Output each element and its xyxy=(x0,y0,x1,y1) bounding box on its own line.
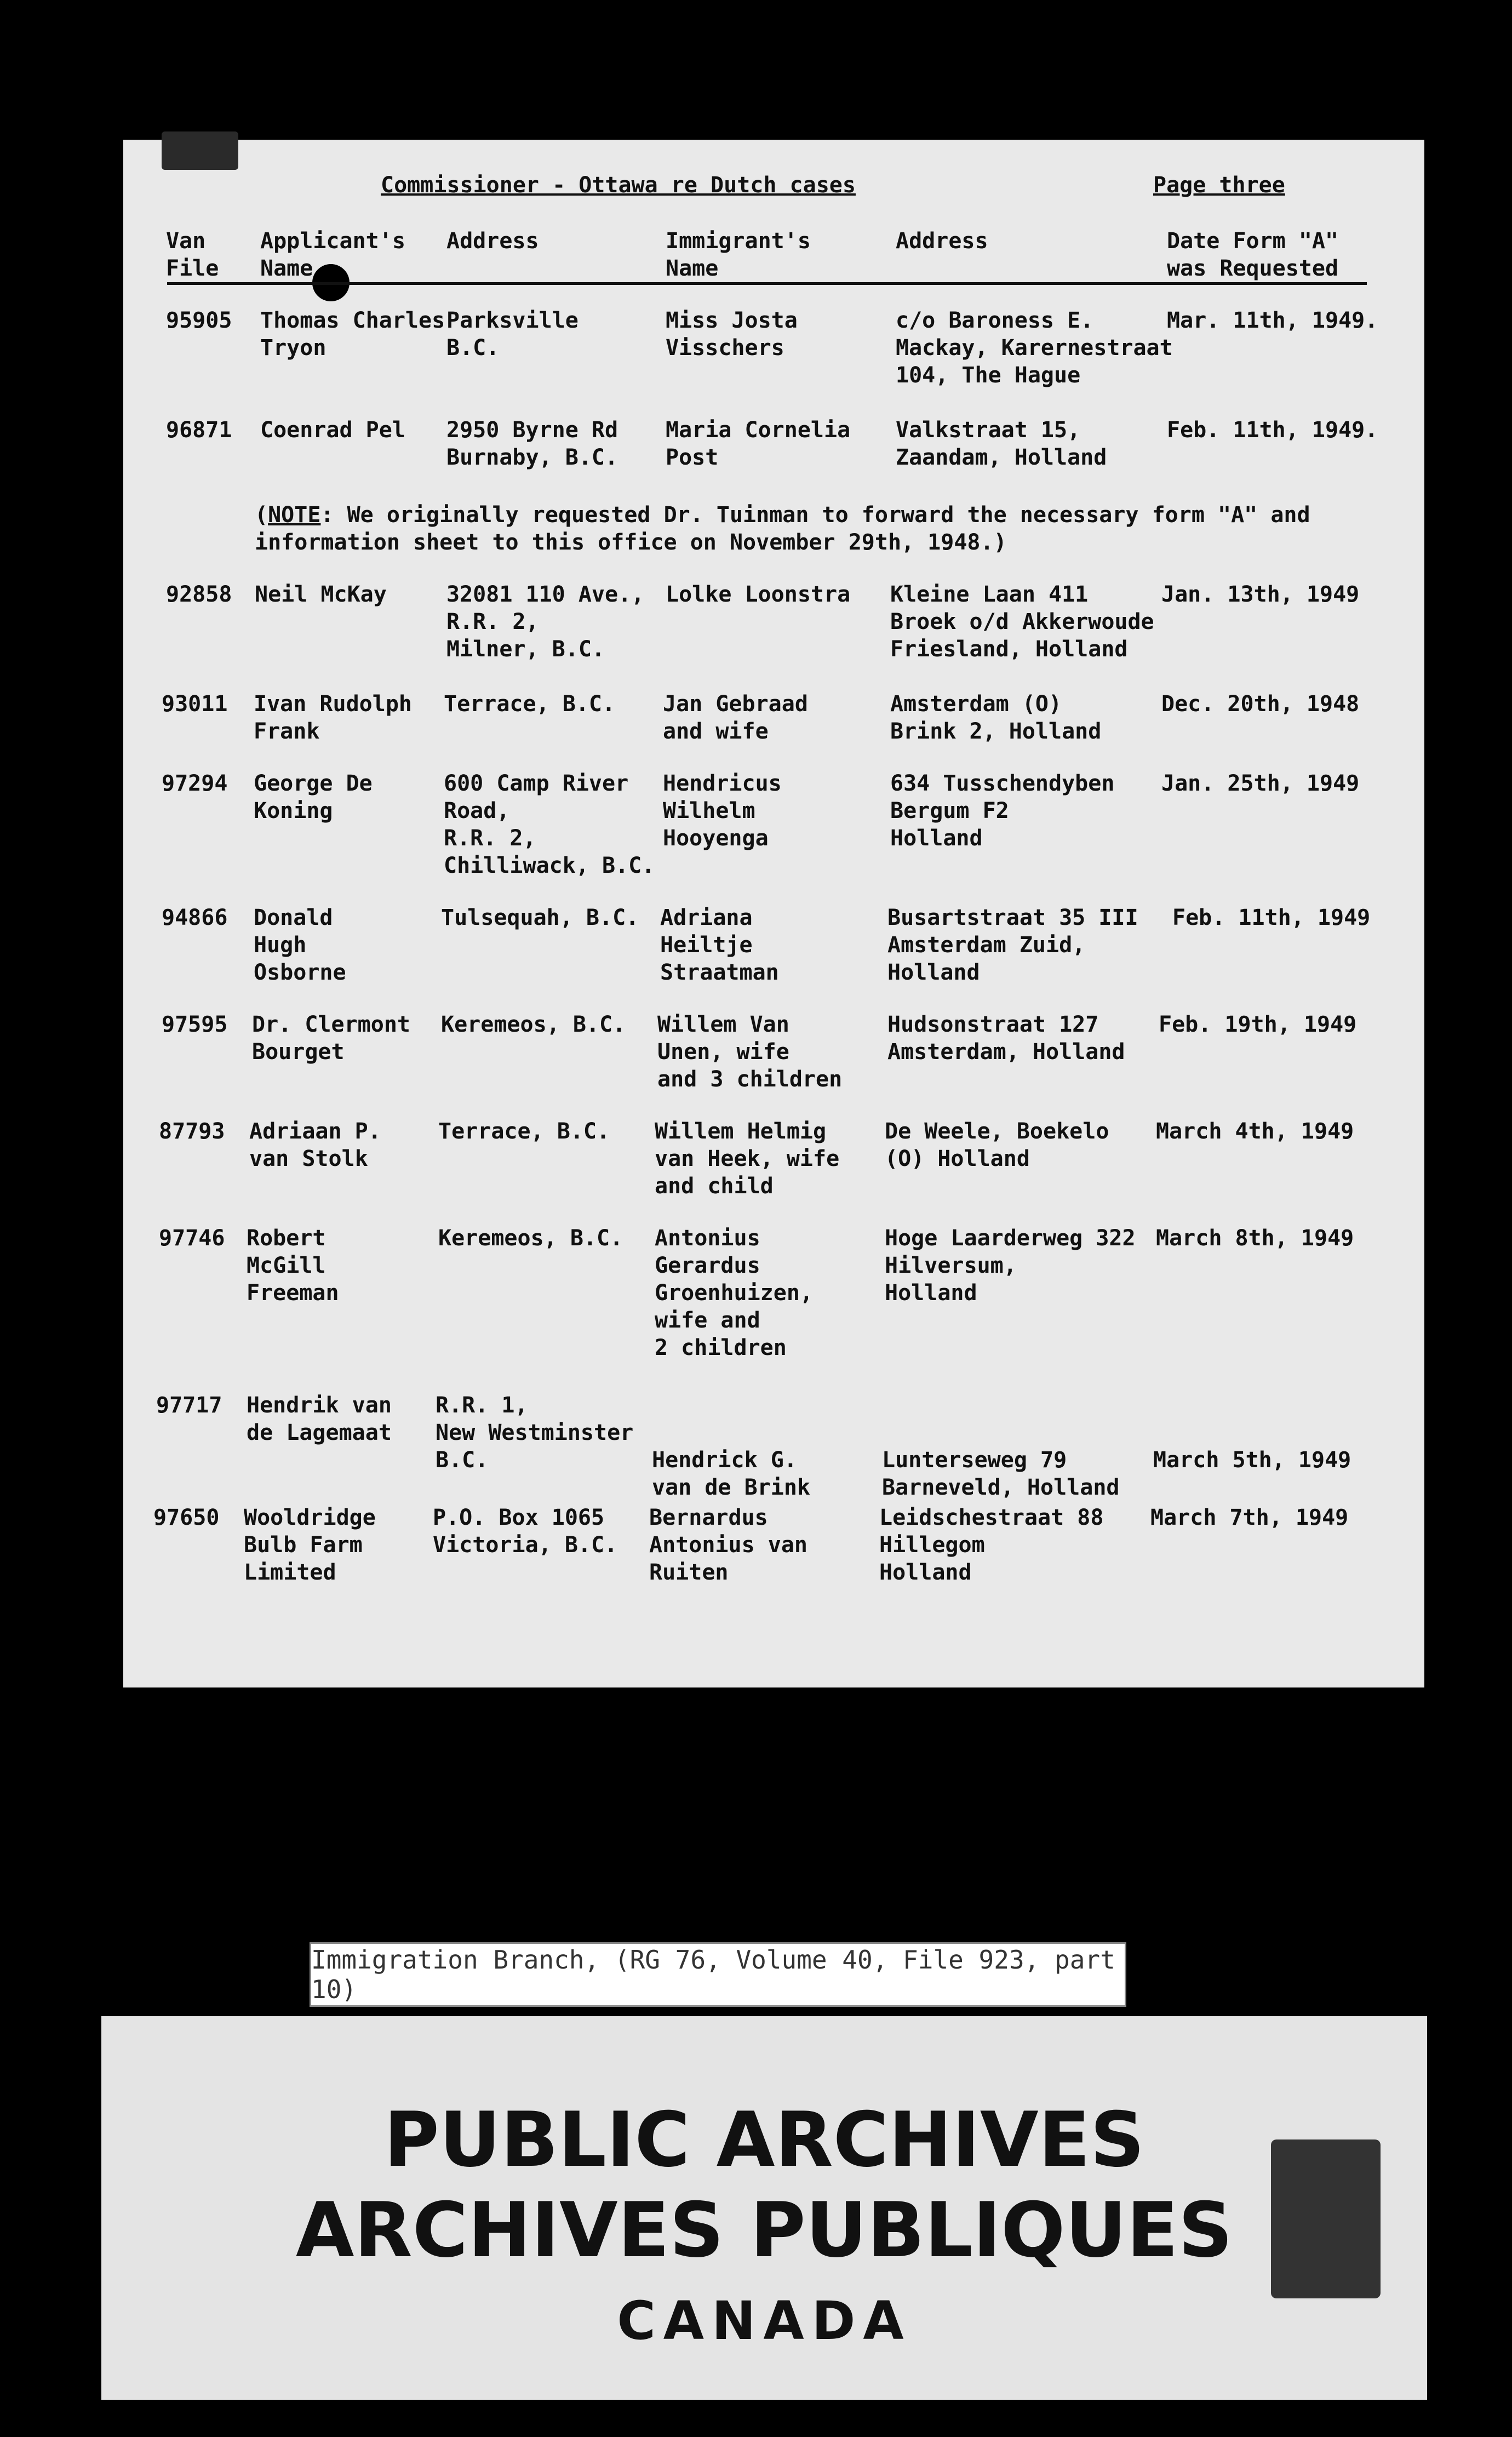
row-immigrant-address: 634 Tusschendyben Bergum F2 Holland xyxy=(890,771,1115,851)
row-file: 97294 xyxy=(162,771,228,796)
row-file: 95905 xyxy=(166,308,232,333)
row-address: Terrace, B.C. xyxy=(444,691,616,717)
row-address: Terrace, B.C. xyxy=(438,1119,610,1144)
document-title: Commissioner - Ottawa re Dutch cases xyxy=(381,173,856,198)
row-applicant: Dr. Clermont Bourget xyxy=(252,1012,410,1065)
row-applicant: Hendrik van de Lagemaat xyxy=(247,1393,392,1445)
document-sheet xyxy=(123,140,1424,1687)
row-applicant: Ivan Rudolph Frank xyxy=(254,691,412,744)
row-address: Keremeos, B.C. xyxy=(441,1012,626,1037)
row-date: Mar. 11th, 1949. xyxy=(1167,308,1378,333)
row-date: Jan. 25th, 1949 xyxy=(1161,771,1360,796)
row-immigrant-address: Hudsonstraat 127 Amsterdam, Holland xyxy=(887,1012,1125,1065)
stamp-line-archives-publiques: ARCHIVES PUBLIQUES xyxy=(295,2186,1233,2274)
row-address: Keremeos, B.C. xyxy=(438,1226,623,1251)
row-immigrant-address: Amsterdam (O) Brink 2, Holland xyxy=(890,691,1102,744)
row-date: Feb. 19th, 1949 xyxy=(1159,1012,1357,1037)
row-file: 96871 xyxy=(166,417,232,443)
row-file: 97595 xyxy=(162,1012,228,1037)
row-applicant: Thomas Charles Tryon xyxy=(260,308,445,361)
row-applicant: Adriaan P. van Stolk xyxy=(249,1119,381,1171)
row-address: R.R. 1, New Westminster B.C. xyxy=(436,1393,634,1473)
header-rule xyxy=(167,282,1367,285)
row-immigrant-address: Busartstraat 35 III Amsterdam Zuid, Holland xyxy=(887,905,1138,985)
note: (NOTE: We originally requested Dr. Tuinman to forward the necessary form "A" and information sheet to this office on November 29th, 1948.) xyxy=(255,502,1310,555)
stamp-line-canada: CANADA xyxy=(617,2290,912,2352)
row-immigrant-address: c/o Baroness E. Mackay, Karernestraat 104, The Hague xyxy=(896,308,1173,388)
row-file: 93011 xyxy=(162,691,228,717)
row-date: March 7th, 1949 xyxy=(1150,1505,1349,1530)
row-immigrant: Lolke Loonstra xyxy=(666,582,851,607)
row-immigrant-address: Lunterseweg 79 Barneveld, Holland xyxy=(882,1448,1120,1500)
row-address: Tulsequah, B.C. xyxy=(441,905,639,930)
row-date: Feb. 11th, 1949. xyxy=(1167,417,1378,443)
column-header-address2: Address xyxy=(896,228,988,254)
column-header-address: Address xyxy=(446,228,539,254)
staple xyxy=(162,131,238,170)
row-file: 94866 xyxy=(162,905,228,930)
archive-reference: Immigration Branch, (RG 76, Volume 40, File 923, part 10) xyxy=(310,1942,1126,2007)
row-applicant: Robert McGill Freeman xyxy=(247,1226,339,1306)
note-text: We originally requested Dr. Tuinman to forward the necessary form "A" and information sheet to this office on November 29th, 1948.) xyxy=(255,502,1310,555)
row-applicant: Wooldridge Bulb Farm Limited xyxy=(244,1505,376,1585)
stamp-line-public-archives: PUBLIC ARCHIVES xyxy=(383,2096,1145,2184)
row-date: March 5th, 1949 xyxy=(1153,1448,1351,1473)
row-date: Jan. 13th, 1949 xyxy=(1161,582,1360,607)
row-address: P.O. Box 1065 Victoria, B.C. xyxy=(433,1505,618,1558)
row-immigrant: Miss Josta Visschers xyxy=(666,308,798,361)
row-immigrant: Willem Helmig van Heek, wife and child xyxy=(655,1119,840,1199)
row-address: 2950 Byrne Rd Burnaby, B.C. xyxy=(446,417,618,470)
row-date: Dec. 20th, 1948 xyxy=(1161,691,1360,717)
row-immigrant-address: De Weele, Boekelo (O) Holland xyxy=(885,1119,1109,1171)
row-applicant: Neil McKay xyxy=(255,582,387,607)
row-address: 32081 110 Ave., R.R. 2, Milner, B.C. xyxy=(446,582,645,662)
row-file: 97746 xyxy=(159,1226,225,1251)
row-immigrant: Willem Van Unen, wife and 3 children xyxy=(657,1012,843,1092)
column-header-file: Van File xyxy=(166,228,219,281)
row-file: 87793 xyxy=(159,1119,225,1144)
row-file: 97650 xyxy=(153,1505,220,1530)
row-address: Parksville B.C. xyxy=(446,308,579,361)
note-label: NOTE xyxy=(268,502,321,528)
row-immigrant: Hendrick G. van de Brink xyxy=(652,1448,810,1500)
archives-stamp xyxy=(101,2016,1427,2400)
row-immigrant: Bernardus Antonius van Ruiten xyxy=(649,1505,807,1585)
row-applicant: George De Koning xyxy=(254,771,373,823)
row-immigrant-address: Leidschestraat 88 Hillegom Holland xyxy=(879,1505,1104,1585)
row-address: 600 Camp River Road, R.R. 2, Chilliwack, B.C. xyxy=(444,771,655,878)
row-immigrant-address: Hoge Laarderweg 322 Hilversum, Holland xyxy=(885,1226,1136,1306)
row-immigrant: Jan Gebraad and wife xyxy=(663,691,808,744)
row-immigrant: Hendricus Wilhelm Hooyenga xyxy=(663,771,782,851)
row-immigrant: Adriana Heiltje Straatman xyxy=(660,905,779,985)
row-date: March 8th, 1949 xyxy=(1156,1226,1354,1251)
row-immigrant-address: Valkstraat 15, Zaandam, Holland xyxy=(896,417,1107,470)
row-date: Feb. 11th, 1949 xyxy=(1172,905,1371,930)
row-applicant: Coenrad Pel xyxy=(260,417,405,443)
row-immigrant: Antonius Gerardus Groenhuizen, wife and 2 children xyxy=(655,1226,813,1360)
row-immigrant-address: Kleine Laan 411 Broek o/d Akkerwoude Friesland, Holland xyxy=(890,582,1154,662)
column-header-date: Date Form "A" was Requested xyxy=(1167,228,1339,281)
row-file: 92858 xyxy=(166,582,232,607)
column-header-immigrant: Immigrant's Name xyxy=(666,228,811,281)
column-header-applicant: Applicant's Name xyxy=(260,228,405,281)
row-date: March 4th, 1949 xyxy=(1156,1119,1354,1144)
row-file: 97717 xyxy=(156,1393,222,1418)
page-number: Page three xyxy=(1153,173,1285,198)
row-immigrant: Maria Cornelia Post xyxy=(666,417,851,470)
row-applicant: Donald Hugh Osborne xyxy=(254,905,346,985)
